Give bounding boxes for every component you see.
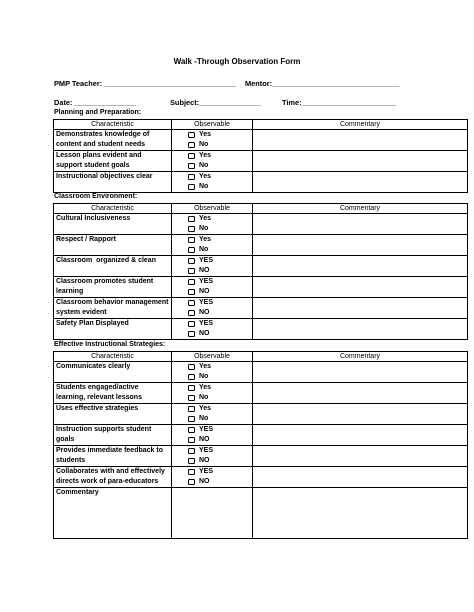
commentary-row [54,488,468,539]
table-row [54,467,468,488]
date-field[interactable]: Date: _______________ [54,98,137,107]
checkbox-icon[interactable] [188,142,195,148]
col-observable: Observable [172,120,253,130]
planning-table [53,119,468,193]
commentary-cell[interactable] [253,362,468,383]
no-option[interactable] [174,308,250,318]
environment-table [53,203,468,340]
checkbox-icon[interactable] [188,300,195,306]
strategies-table [53,351,468,539]
table-row [54,446,468,467]
checkbox-icon[interactable] [188,437,195,443]
commentary-cell[interactable] [253,256,468,277]
no-label: No [199,183,209,190]
observable-cell[interactable] [172,488,253,539]
checkbox-icon[interactable] [188,479,195,485]
characteristic-cell: Instruction supports student goals [54,425,172,446]
yes-option[interactable] [174,383,250,393]
col-observable: Observable [172,204,253,214]
characteristic-cell: Safety Plan Displayed [54,319,172,340]
checkbox-icon[interactable] [188,364,195,370]
commentary-cell[interactable] [253,151,468,172]
yes-option[interactable] [174,277,250,287]
yes-label: Yes [199,152,212,159]
characteristic-cell: Classroom behavior management system evident [54,298,172,319]
checkbox-icon[interactable] [188,268,195,274]
yes-option[interactable] [174,467,250,477]
checkbox-icon[interactable] [188,226,195,232]
table-row [54,425,468,446]
yes-label: YES [199,299,214,306]
table-row [54,130,468,151]
no-label: NO [199,436,210,443]
commentary-cell[interactable] [253,319,468,340]
no-label: No [199,246,209,253]
characteristic-cell: Provides immediate feedback to students [54,446,172,467]
subject-field[interactable]: Subject:_______________ [170,98,261,107]
yes-label: Yes [199,131,212,138]
checkbox-icon[interactable] [188,279,195,285]
col-characteristic: Characteristic [54,120,172,130]
yes-label: YES [199,447,214,454]
no-option[interactable] [174,266,250,276]
characteristic-cell: Students engaged/active learning, relevant lessons [54,383,172,404]
yes-label: Yes [199,215,212,222]
table-row [54,256,468,277]
no-option[interactable] [174,477,250,487]
observable-cell [172,256,253,277]
observable-cell [172,362,253,383]
no-option[interactable] [174,224,250,234]
yes-label: Yes [199,363,212,370]
pmp-teacher-field[interactable]: PMP Teacher: ________________________________ [54,79,236,88]
table-row [54,404,468,425]
checkbox-icon[interactable] [188,258,195,264]
col-observable: Observable [172,352,253,362]
characteristic-cell: Respect / Rapport [54,235,172,256]
commentary-cell[interactable] [253,277,468,298]
characteristic-cell: Uses effective strategies [54,404,172,425]
col-characteristic: Characteristic [54,204,172,214]
yes-label: Yes [199,173,212,180]
yes-option[interactable] [174,172,250,182]
mentor-field[interactable]: Mentor:_______________________________ [245,79,400,88]
checkbox-icon[interactable] [188,132,195,138]
commentary-cell[interactable] [253,467,468,488]
no-label: No [199,415,209,422]
no-option[interactable] [174,161,250,171]
checkbox-icon[interactable] [188,385,195,391]
no-option[interactable] [174,287,250,297]
checkbox-icon[interactable] [188,395,195,401]
no-label: No [199,373,209,380]
observable-cell [172,319,253,340]
no-option[interactable] [174,245,250,255]
observable-cell [172,235,253,256]
table-row [54,214,468,235]
yes-option[interactable] [174,256,250,266]
no-label: No [199,141,209,148]
checkbox-icon[interactable] [188,331,195,337]
commentary-cell[interactable] [253,235,468,256]
form-title: Walk -Through Observation Form [173,57,301,66]
observable-cell [172,467,253,488]
commentary-cell[interactable] [253,383,468,404]
observable-cell [172,383,253,404]
yes-option[interactable] [174,214,250,224]
no-option[interactable] [174,182,250,192]
observable-cell [172,298,253,319]
commentary-cell[interactable] [253,172,468,193]
table-header-row [54,352,468,362]
section-label-strategies: Effective Instructional Strategies: [54,341,166,348]
characteristic-cell: Cultural Inclusiveness [54,214,172,235]
yes-option[interactable] [174,151,250,161]
table-header-row [54,204,468,214]
checkbox-icon[interactable] [188,289,195,295]
characteristic-cell: Communicates clearly [54,362,172,383]
yes-label: Yes [199,236,212,243]
checkbox-icon[interactable] [188,310,195,316]
yes-option[interactable] [174,235,250,245]
no-option[interactable] [174,393,250,403]
table-header-row [54,120,468,130]
col-commentary: Commentary [253,204,468,214]
characteristic-cell: Instructional objectives clear [54,172,172,193]
section-label-planning: Planning and Preparation: [54,109,142,116]
checkbox-icon[interactable] [188,163,195,169]
section-label-environment: Classroom Environment: [54,193,138,200]
yes-label: YES [199,468,214,475]
no-label: NO [199,330,210,337]
no-option[interactable] [174,329,250,339]
yes-label: YES [199,426,214,433]
no-label: NO [199,267,210,274]
characteristic-cell: Demonstrates knowledge of content and student needs [54,130,172,151]
observable-cell [172,446,253,467]
checkbox-icon[interactable] [188,458,195,464]
yes-option[interactable] [174,362,250,372]
observable-cell [172,130,253,151]
checkbox-icon[interactable] [188,321,195,327]
observable-cell [172,214,253,235]
table-row [54,277,468,298]
no-option[interactable] [174,140,250,150]
yes-label: YES [199,257,214,264]
no-option[interactable] [174,372,250,382]
observable-cell [172,277,253,298]
no-label: No [199,225,209,232]
table-row [54,319,468,340]
checkbox-icon[interactable] [188,184,195,190]
commentary-cell[interactable] [253,488,468,539]
checkbox-icon[interactable] [188,374,195,380]
checkbox-icon[interactable] [188,416,195,422]
table-row [54,235,468,256]
characteristic-cell: Classroom organized & clean [54,256,172,277]
col-commentary: Commentary [253,352,468,362]
no-label: No [199,162,209,169]
table-row [54,298,468,319]
yes-option[interactable] [174,446,250,456]
yes-option[interactable] [174,319,250,329]
no-label: NO [199,457,210,464]
table-row [54,383,468,404]
table-row [54,172,468,193]
yes-label: Yes [199,405,212,412]
commentary-cell[interactable] [253,446,468,467]
yes-option[interactable] [174,404,250,414]
commentary-cell[interactable] [253,130,468,151]
no-label: NO [199,288,210,295]
table-row [54,151,468,172]
checkbox-icon[interactable] [188,448,195,454]
yes-label: YES [199,320,214,327]
observable-cell [172,404,253,425]
checkbox-icon[interactable] [188,247,195,253]
checkbox-icon[interactable] [188,469,195,475]
commentary-cell[interactable] [253,298,468,319]
col-commentary: Commentary [253,120,468,130]
checkbox-icon[interactable] [188,153,195,159]
characteristic-cell: Classroom promotes student learning [54,277,172,298]
checkbox-icon[interactable] [188,237,195,243]
observable-cell [172,425,253,446]
no-option[interactable] [174,435,250,445]
characteristic-cell: Lesson plans evident and support student goals [54,151,172,172]
yes-label: Yes [199,384,212,391]
yes-option[interactable] [174,130,250,140]
characteristic-cell: Collaborates with and effectively directs work of para-educators [54,467,172,488]
no-option[interactable] [174,414,250,424]
commentary-cell[interactable] [253,214,468,235]
no-label: NO [199,309,210,316]
yes-option[interactable] [174,298,250,308]
col-characteristic: Characteristic [54,352,172,362]
observable-cell [172,151,253,172]
checkbox-icon[interactable] [188,174,195,180]
checkbox-icon[interactable] [188,427,195,433]
yes-option[interactable] [174,425,250,435]
checkbox-icon[interactable] [188,406,195,412]
commentary-cell[interactable] [253,425,468,446]
time-field[interactable]: Time:_______________________ [282,98,397,107]
yes-label: YES [199,278,214,285]
checkbox-icon[interactable] [188,216,195,222]
commentary-cell[interactable] [253,404,468,425]
commentary-row-label: Commentary [54,488,172,539]
no-label: No [199,394,209,401]
table-row [54,362,468,383]
no-label: NO [199,478,210,485]
observable-cell [172,172,253,193]
no-option[interactable] [174,456,250,466]
